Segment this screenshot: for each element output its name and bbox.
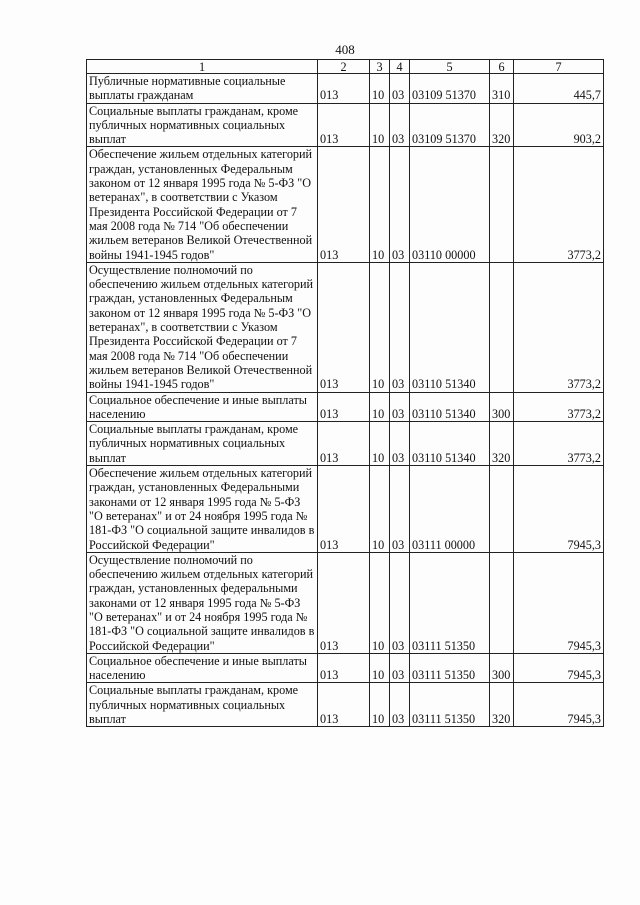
expense-type-code (490, 552, 514, 653)
row-name: Социальные выплаты гражданам, кроме публичных нормативных социальных выплат (89, 683, 299, 727)
table-row (87, 147, 604, 262)
subsection-code: 03 (390, 147, 410, 262)
section-code: 10 (370, 552, 390, 653)
ministry-code: 013 (318, 466, 370, 553)
target-article-code: 03111 51350 (410, 683, 490, 727)
amount-value: 903,2 (514, 103, 604, 147)
amount-value: 7945,3 (514, 683, 604, 727)
subsection-code: 03 (390, 466, 410, 553)
ministry-code: 013 (318, 262, 370, 392)
subsection-code: 03 (390, 552, 410, 653)
row-name: Социальные выплаты гражданам, кроме публичных нормативных социальных выплат (89, 422, 299, 465)
target-article-code: 03109 51370 (410, 103, 490, 147)
amount-value: 3773,2 (514, 147, 604, 262)
row-name: Обеспечение жильем отдельных категорий граждан, установленных Федеральными законами от 12 января 1995 года № 5-ФЗ "О ветеранах" и от 24 ноября 1995 года № 181-ФЗ "О социальной защите инвалидов в Российской Федерации" (89, 466, 315, 552)
section-code: 10 (370, 392, 390, 422)
ministry-code: 013 (318, 392, 370, 422)
target-article-code: 03110 51340 (410, 422, 490, 466)
amount-value: 445,7 (514, 74, 604, 104)
subsection-code: 03 (390, 653, 410, 683)
expense-type-code: 310 (490, 74, 514, 104)
row-name-cell (87, 552, 318, 653)
subsection-code: 03 (390, 422, 410, 466)
table-row (87, 552, 604, 653)
section-code: 10 (370, 422, 390, 466)
target-article-code: 03109 51370 (410, 74, 490, 104)
row-name-cell (87, 422, 318, 466)
target-article-code: 03111 51350 (410, 552, 490, 653)
amount-value: 7945,3 (514, 653, 604, 683)
expense-type-code: 300 (490, 653, 514, 683)
row-name-cell (87, 103, 318, 147)
ministry-code: 013 (318, 653, 370, 683)
row-name: Обеспечение жильем отдельных категорий граждан, установленных Федеральным законом от 12 января 1995 года № 5-ФЗ "О ветеранах", в соответствии с Указом Президента Российской Федерации от 7 мая 2008 года № 714 "Об обеспечении жильем ветеранов Великой Отечественной войны 1941-1945 годов" (89, 147, 313, 262)
section-code: 10 (370, 683, 390, 727)
page-number: 408 (335, 42, 355, 57)
target-article-code: 03110 51340 (410, 392, 490, 422)
section-code: 10 (370, 74, 390, 104)
expense-type-code: 320 (490, 683, 514, 727)
table-row (87, 74, 604, 104)
table-row (87, 653, 604, 683)
row-name-cell (87, 74, 318, 104)
subsection-code: 03 (390, 74, 410, 104)
amount-value: 3773,2 (514, 262, 604, 392)
row-name-cell (87, 392, 318, 422)
ministry-code: 013 (318, 422, 370, 466)
expense-type-code: 300 (490, 392, 514, 422)
ministry-code: 013 (318, 552, 370, 653)
header-row (87, 60, 604, 74)
expense-type-code: 320 (490, 103, 514, 147)
table-row (87, 103, 604, 147)
expense-type-code (490, 147, 514, 262)
header-col-7: 7 (514, 60, 604, 74)
amount-value: 7945,3 (514, 466, 604, 553)
row-name-cell (87, 262, 318, 392)
ministry-code: 013 (318, 683, 370, 727)
expense-type-code (490, 466, 514, 553)
header-col-3: 3 (370, 60, 390, 74)
table-row (87, 683, 604, 727)
subsection-code: 03 (390, 392, 410, 422)
table-row (87, 466, 604, 553)
header-col-1: 1 (87, 60, 318, 74)
row-name: Публичные нормативные социальные выплаты гражданам (89, 74, 286, 103)
row-name: Социальные выплаты гражданам, кроме публичных нормативных социальных выплат (89, 103, 299, 147)
target-article-code: 03110 51340 (410, 262, 490, 392)
section-code: 10 (370, 147, 390, 262)
section-code: 10 (370, 653, 390, 683)
amount-value: 3773,2 (514, 422, 604, 466)
row-name: Социальное обеспечение и иные выплаты населению (89, 392, 307, 421)
section-code: 10 (370, 103, 390, 147)
row-name: Социальное обеспечение и иные выплаты населению (89, 653, 307, 683)
row-name: Осуществление полномочий по обеспечению жильем отдельных категорий граждан, установленных федеральными законами от 12 января 1995 года № 5-ФЗ "О ветеранах" и от 24 ноября 1995 года № 181-ФЗ "О социальной защите инвалидов в Российской Федерации" (89, 552, 315, 653)
header-col-5: 5 (410, 60, 490, 74)
expense-type-code (490, 262, 514, 392)
table-row (87, 392, 604, 422)
row-name-cell (87, 653, 318, 683)
amount-value: 7945,3 (514, 552, 604, 653)
subsection-code: 03 (390, 683, 410, 727)
target-article-code: 03110 00000 (410, 147, 490, 262)
ministry-code: 013 (318, 103, 370, 147)
header-col-4: 4 (390, 60, 410, 74)
row-name: Осуществление полномочий по обеспечению жильем отдельных категорий граждан, установленных Федеральным законом от 12 января 1995 года № 5-ФЗ "О ветеранах", в соответствии с Указом Президента Российской Федерации от 7 мая 2008 года № 714 "Об обеспечении жильем ветеранов Великой Отечественной войны 1941-1945 годов" (89, 262, 314, 392)
table-row (87, 262, 604, 392)
amount-value: 3773,2 (514, 392, 604, 422)
table-row (87, 422, 604, 466)
row-name-cell (87, 683, 318, 727)
target-article-code: 03111 00000 (410, 466, 490, 553)
budget-table (86, 59, 604, 727)
section-code: 10 (370, 262, 390, 392)
ministry-code: 013 (318, 74, 370, 104)
header-col-6: 6 (490, 60, 514, 74)
subsection-code: 03 (390, 103, 410, 147)
header-col-2: 2 (318, 60, 370, 74)
target-article-code: 03111 51350 (410, 653, 490, 683)
row-name-cell (87, 466, 318, 553)
subsection-code: 03 (390, 262, 410, 392)
section-code: 10 (370, 466, 390, 553)
expense-type-code: 320 (490, 422, 514, 466)
ministry-code: 013 (318, 147, 370, 262)
row-name-cell (87, 147, 318, 262)
